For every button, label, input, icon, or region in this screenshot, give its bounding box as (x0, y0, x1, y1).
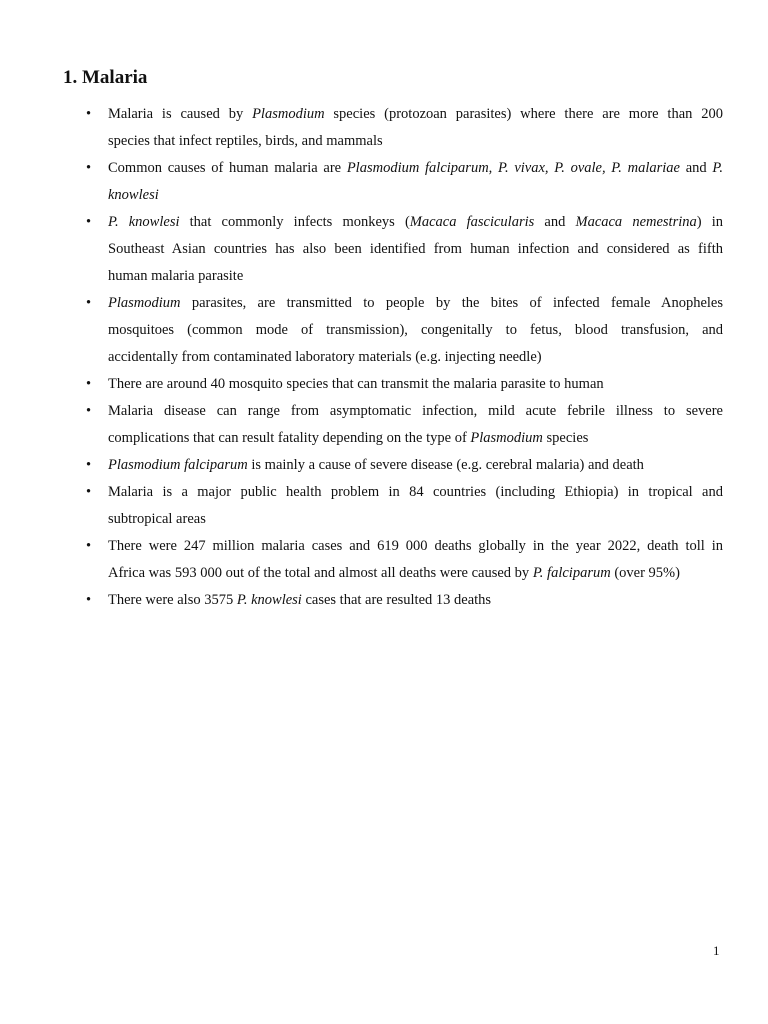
body-text: Africa was 593 000 out of the total and almost all deaths were caused by (108, 565, 533, 581)
bullet-marker: • (86, 403, 92, 419)
bullet-item (0, 587, 768, 614)
body-text: species (542, 430, 589, 446)
bullet-item (0, 101, 768, 155)
bullet-marker: • (86, 538, 92, 554)
italic-text: Plasmodium falciparum, P. vivax, P. ovale, P. malariae (346, 160, 680, 176)
bullet-text-line (108, 101, 723, 128)
bullet-item (0, 479, 768, 533)
body-text: cases that are resulted 13 deaths (301, 592, 492, 608)
bullet-text-line (108, 155, 723, 182)
body-text: Common causes of human malaria are (108, 160, 347, 176)
italic-text: P. falciparum (532, 565, 611, 581)
bullet-marker: • (86, 295, 92, 311)
bullet-text-line (108, 560, 723, 587)
body-text: There were also 3575 (108, 592, 237, 608)
bullet-text-line (108, 128, 723, 155)
body-text: parasites, are transmitted to people by the bites of infected female Anopheles (180, 295, 723, 311)
bullet-text-line (108, 344, 723, 371)
page-number: 1 (713, 943, 720, 958)
bullet-marker: • (86, 592, 92, 608)
bullet-marker: • (86, 376, 92, 392)
body-text: subtropical areas (108, 511, 206, 527)
bullet-text-line (108, 452, 723, 479)
body-text: is mainly a cause of severe disease (e.g. cerebral malaria) and death (247, 457, 644, 473)
bullet-item (0, 398, 768, 452)
italic-text: Plasmodium (108, 295, 181, 311)
bullet-item (0, 155, 768, 209)
italic-text: Macaca fascicularis (409, 214, 535, 230)
body-text: There are around 40 mosquito species that can transmit the malaria parasite to human (108, 376, 604, 392)
bullet-marker: • (86, 484, 92, 500)
bullet-text-line (108, 479, 723, 506)
bullet-text-line (108, 263, 723, 290)
bullet-item (0, 290, 768, 371)
body-text: species (protozoan parasites) where there are more than 200 (324, 106, 723, 122)
bullet-marker: • (86, 214, 92, 230)
italic-text: knowlesi (108, 187, 159, 203)
body-text: mosquitoes (common mode of transmission), congenitally to fetus, blood transfusion, and (108, 322, 723, 338)
italic-text: P. (712, 160, 723, 176)
body-text: Malaria is caused by (108, 106, 253, 122)
bullet-list (0, 101, 768, 614)
body-text: complications that can result fatality depending on the type of (108, 430, 471, 446)
body-text: accidentally from contaminated laboratory materials (e.g. injecting needle) (108, 349, 542, 365)
bullet-marker: • (86, 457, 92, 473)
body-text: species that infect reptiles, birds, and mammals (108, 133, 383, 149)
italic-text: P. knowlesi (108, 214, 180, 230)
bullet-text-line (108, 398, 723, 425)
bullet-marker: • (86, 106, 92, 122)
body-text: Malaria is a major public health problem in 84 countries (including Ethiopia) in tropical and (108, 484, 723, 500)
body-text: and (680, 160, 713, 176)
bullet-item (0, 452, 768, 479)
body-text: Southeast Asian countries has also been identified from human infection and considered as fifth (108, 241, 723, 257)
section-heading: 1. Malaria (63, 67, 148, 88)
bullet-item (0, 533, 768, 587)
body-text: and (534, 214, 576, 230)
body-text: (over 95%) (610, 565, 680, 581)
italic-text: Plasmodium (470, 430, 543, 446)
bullet-text-line (108, 425, 723, 452)
body-text: There were 247 million malaria cases and 619 000 deaths globally in the year 2022, death toll in (108, 538, 723, 554)
body-text: Malaria disease can range from asymptomatic infection, mild acute febrile illness to severe (108, 403, 723, 419)
bullet-text-line (108, 533, 723, 560)
bullet-item (0, 209, 768, 290)
body-text: human malaria parasite (108, 268, 244, 284)
bullet-marker: • (86, 160, 92, 176)
bullet-text-line (108, 209, 723, 236)
bullet-text-line (108, 506, 723, 533)
italic-text: Macaca nemestrina (575, 214, 697, 230)
italic-text: Plasmodium (252, 106, 325, 122)
bullet-item (0, 371, 768, 398)
bullet-text-line (108, 317, 723, 344)
body-text: ) in (696, 214, 724, 230)
bullet-text-line (108, 587, 723, 614)
italic-text: Plasmodium falciparum (108, 457, 248, 473)
italic-text: P. knowlesi (236, 592, 302, 608)
bullet-text-line (108, 236, 723, 263)
bullet-text-line (108, 290, 723, 317)
bullet-text-line (108, 182, 723, 209)
body-text: that commonly infects monkeys ( (179, 214, 410, 230)
bullet-text-line (108, 371, 723, 398)
